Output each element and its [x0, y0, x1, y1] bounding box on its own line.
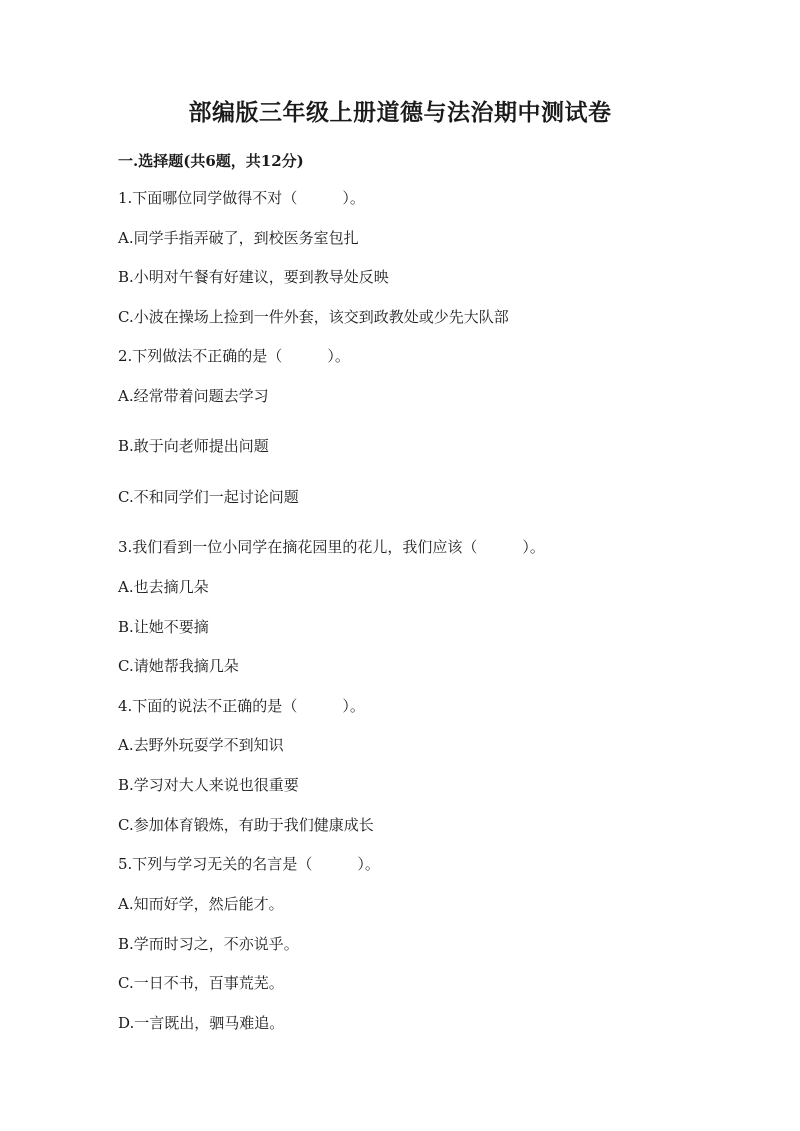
question-4-stem: 4.下面的说法不正确的是（ ）。: [118, 697, 365, 715]
question-1-option-c: C.小波在操场上捡到一件外套，该交到政教处或少先大队部: [118, 308, 509, 326]
question-4-option-a: A.去野外玩耍学不到知识: [118, 736, 284, 754]
question-3-option-b: B.让她不要摘: [118, 618, 209, 636]
question-5-option-c: C.一日不书，百事荒芜。: [118, 974, 284, 992]
question-4-option-c: C.参加体育锻炼，有助于我们健康成长: [118, 816, 374, 834]
question-2-option-a: A.经常带着问题去学习: [118, 387, 269, 405]
question-5-option-a: A.知而好学，然后能才。: [118, 895, 284, 913]
question-4-option-b: B.学习对大人来说也很重要: [118, 776, 299, 794]
section-heading: 一.选择题(共6题，共12分): [118, 152, 304, 170]
question-2-option-b: B.敢于向老师提出问题: [118, 437, 269, 455]
question-1-option-a: A.同学手指弄破了，到校医务室包扎: [118, 229, 359, 247]
question-5-option-d: D.一言既出，驷马难追。: [118, 1014, 285, 1032]
question-3-option-c: C.请她帮我摘几朵: [118, 657, 239, 675]
question-1-stem: 1.下面哪位同学做得不对（ ）。: [118, 189, 365, 207]
question-5-option-b: B.学而时习之，不亦说乎。: [118, 935, 299, 953]
question-2-option-c: C.不和同学们一起讨论问题: [118, 488, 299, 506]
page-title: 部编版三年级上册道德与法治期中测试卷: [188, 99, 612, 126]
question-5-stem: 5.下列与学习无关的名言是（ ）。: [118, 855, 380, 873]
question-3-option-a: A.也去摘几朵: [118, 578, 209, 596]
question-3-stem: 3.我们看到一位小同学在摘花园里的花儿，我们应该（ ）。: [118, 538, 545, 556]
question-2-stem: 2.下列做法不正确的是（ ）。: [118, 347, 350, 365]
question-1-option-b: B.小明对午餐有好建议，要到教导处反映: [118, 268, 389, 286]
